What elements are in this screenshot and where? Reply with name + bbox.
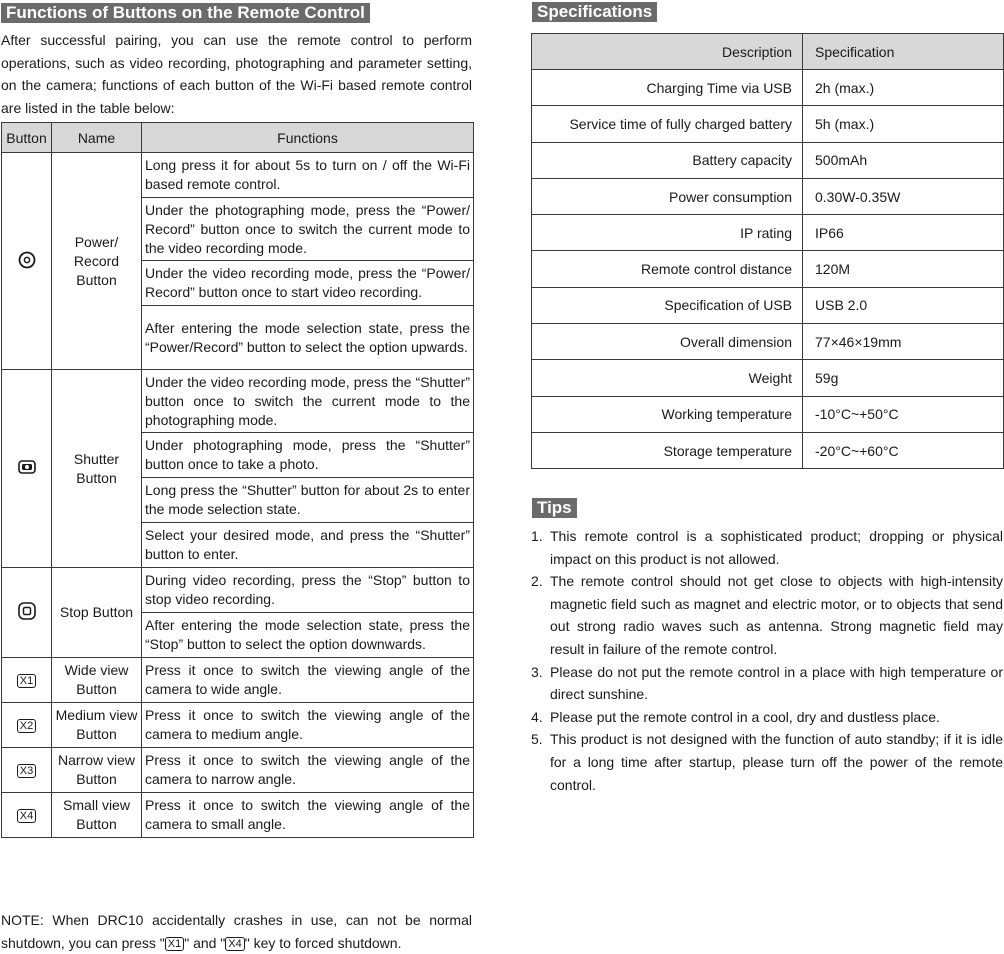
spec-row: [532, 287, 1004, 323]
function-cell: Press it once to switch the viewing angle of the camera to wide angle.: [142, 658, 474, 703]
x4-icon: X4: [17, 809, 36, 823]
spec-row: [532, 70, 1004, 106]
list-item: [531, 706, 1003, 729]
table-row: [2, 658, 474, 703]
spec-description: Service time of fully charged battery: [532, 106, 803, 142]
function-cell: After entering the mode selection state, press the “Power/Record” button to select the option upwards.: [142, 306, 474, 370]
functions-heading: Functions of Buttons on the Remote Control: [1, 3, 370, 23]
functions-table: [1, 122, 474, 838]
spec-value: IP66: [803, 215, 1004, 251]
button-name: Stop Button: [52, 568, 142, 658]
list-item: [531, 525, 1003, 570]
tips-heading: Tips: [532, 498, 577, 518]
note-paragraph: [1, 909, 472, 954]
table-row: [2, 153, 474, 198]
spec-row: [532, 106, 1004, 142]
note-prefix: NOTE: When DRC10 accidentally crashes in use, can not be normal shutdown, you can press ": [1, 912, 472, 951]
x2-cell: [2, 703, 52, 748]
tip-text: The remote control should not get close to objects with high-intensity magnetic field such as magnet and electric motor, or to objects that send out strong radio waves such as antenna. Strong magnetic field may result in failure of the remote control.: [550, 573, 1003, 657]
stop-icon: [18, 602, 36, 620]
spec-value: 2h (max.): [803, 70, 1004, 106]
function-cell: Select your desired mode, and press the “Shutter” button to enter.: [142, 523, 474, 568]
header-name: Name: [52, 123, 142, 153]
tip-number: 5.: [531, 731, 543, 748]
function-cell: Under the video recording mode, press the “Shutter” button once to switch the current mode to the photographing mode.: [142, 370, 474, 433]
stop-cell: [2, 568, 52, 658]
tip-number: 2.: [531, 573, 543, 590]
function-cell: Press it once to switch the viewing angle of the camera to small angle.: [142, 793, 474, 838]
spec-row: [532, 360, 1004, 396]
spec-value: 500mAh: [803, 142, 1004, 178]
table-row: [2, 748, 474, 793]
spec-row: [532, 178, 1004, 214]
spec-value: 120M: [803, 251, 1004, 287]
spec-description: Working temperature: [532, 396, 803, 432]
function-cell: Under the video recording mode, press the “Power/ Record” button once to start video recording.: [142, 261, 474, 306]
x3-icon: X3: [17, 764, 36, 778]
specifications-table: [531, 33, 1004, 469]
x1-key-icon: X1: [165, 937, 184, 951]
note-suffix: " key to forced shutdown.: [244, 934, 402, 951]
tip-text: This remote control is a sophisticated product; dropping or physical impact on this product is not allowed.: [550, 528, 1003, 567]
spec-value: 59g: [803, 360, 1004, 396]
shutter-cell: [2, 370, 52, 568]
tip-number: 4.: [531, 708, 543, 725]
spec-description: Weight: [532, 360, 803, 396]
spec-row: [532, 215, 1004, 251]
spec-row: [532, 251, 1004, 287]
tip-text: Please do not put the remote control in a place with high temperature or direct sunshine.: [550, 663, 1003, 703]
function-cell: Under photographing mode, press the “Shutter” button once to take a photo.: [142, 433, 474, 478]
x1-icon: X1: [17, 674, 36, 688]
x3-cell: [2, 748, 52, 793]
spec-value: USB 2.0: [803, 287, 1004, 323]
tip-text: This product is not designed with the function of auto standby; if it is idle for a long time after startup, please turn off the power of the remote control.: [550, 731, 1003, 793]
spec-value: -10°C~+50°C: [803, 396, 1004, 432]
button-name: Medium view Button: [52, 703, 142, 748]
x4-cell: [2, 793, 52, 838]
list-item: [531, 570, 1003, 660]
list-item: [531, 728, 1003, 796]
shutter-icon: [18, 459, 36, 475]
intro-paragraph: After successful pairing, you can use the remote control to perform operations, such as video recording, photographing and parameter setting, on the camera; functions of each button of the Wi-Fi based remote control are listed in the table below:: [1, 32, 472, 116]
spec-row: [532, 432, 1004, 468]
spec-description: Battery capacity: [532, 142, 803, 178]
function-cell: After entering the mode selection state, press the “Stop” button to select the option downwards.: [142, 613, 474, 658]
header-button: Button: [2, 123, 52, 153]
table-row: [2, 370, 474, 433]
header-functions: Functions: [142, 123, 474, 153]
table-row: [2, 793, 474, 838]
tip-text: Please put the remote control in a cool, dry and dustless place.: [550, 708, 940, 725]
x2-icon: X2: [17, 719, 36, 733]
spec-description: IP rating: [532, 215, 803, 251]
spec-row: [532, 396, 1004, 432]
spec-row: [532, 142, 1004, 178]
spec-description: Power consumption: [532, 178, 803, 214]
power-record-icon: [18, 251, 36, 269]
function-cell: Press it once to switch the viewing angle of the camera to medium angle.: [142, 703, 474, 748]
spec-description: Remote control distance: [532, 251, 803, 287]
tip-number: 1.: [531, 528, 543, 544]
button-name: Small view Button: [52, 793, 142, 838]
spec-value: 77×46×19mm: [803, 324, 1004, 360]
spec-header-specification: Specification: [803, 34, 1004, 70]
note-middle: " and ": [184, 934, 226, 951]
tips-list: [531, 525, 1003, 796]
specifications-heading: Specifications: [532, 2, 657, 22]
table-row: [2, 568, 474, 613]
power-record-cell: [2, 153, 52, 370]
spec-description: Charging Time via USB: [532, 70, 803, 106]
spec-value: 5h (max.): [803, 106, 1004, 142]
spec-value: -20°C~+60°C: [803, 432, 1004, 468]
function-cell: Long press the “Shutter” button for about 2s to enter the mode selection state.: [142, 478, 474, 523]
spec-description: Storage temperature: [532, 432, 803, 468]
tip-number: 3.: [531, 663, 543, 680]
x1-cell: [2, 658, 52, 703]
button-name: Narrow view Button: [52, 748, 142, 793]
spec-description: Specification of USB: [532, 287, 803, 323]
spec-row: [532, 324, 1004, 360]
function-cell: Long press it for about 5s to turn on / off the Wi-Fi based remote control.: [142, 153, 474, 198]
x4-key-icon: X4: [225, 937, 244, 951]
function-cell: Under the photographing mode, press the “Power/ Record” button once to switch the current mode to the video recording mode.: [142, 198, 474, 261]
spec-description: Overall dimension: [532, 324, 803, 360]
button-name: Shutter Button: [52, 370, 142, 568]
button-name: Power/ Record Button: [52, 153, 142, 370]
function-cell: Press it once to switch the viewing angle of the camera to narrow angle.: [142, 748, 474, 793]
spec-value: 0.30W-0.35W: [803, 178, 1004, 214]
table-header-row: [2, 123, 474, 153]
spec-header-description: Description: [532, 34, 803, 70]
spec-header-row: [532, 34, 1004, 70]
list-item: [531, 661, 1003, 706]
table-row: [2, 703, 474, 748]
button-name: Wide view Button: [52, 658, 142, 703]
function-cell: During video recording, press the “Stop” button to stop video recording.: [142, 568, 474, 613]
